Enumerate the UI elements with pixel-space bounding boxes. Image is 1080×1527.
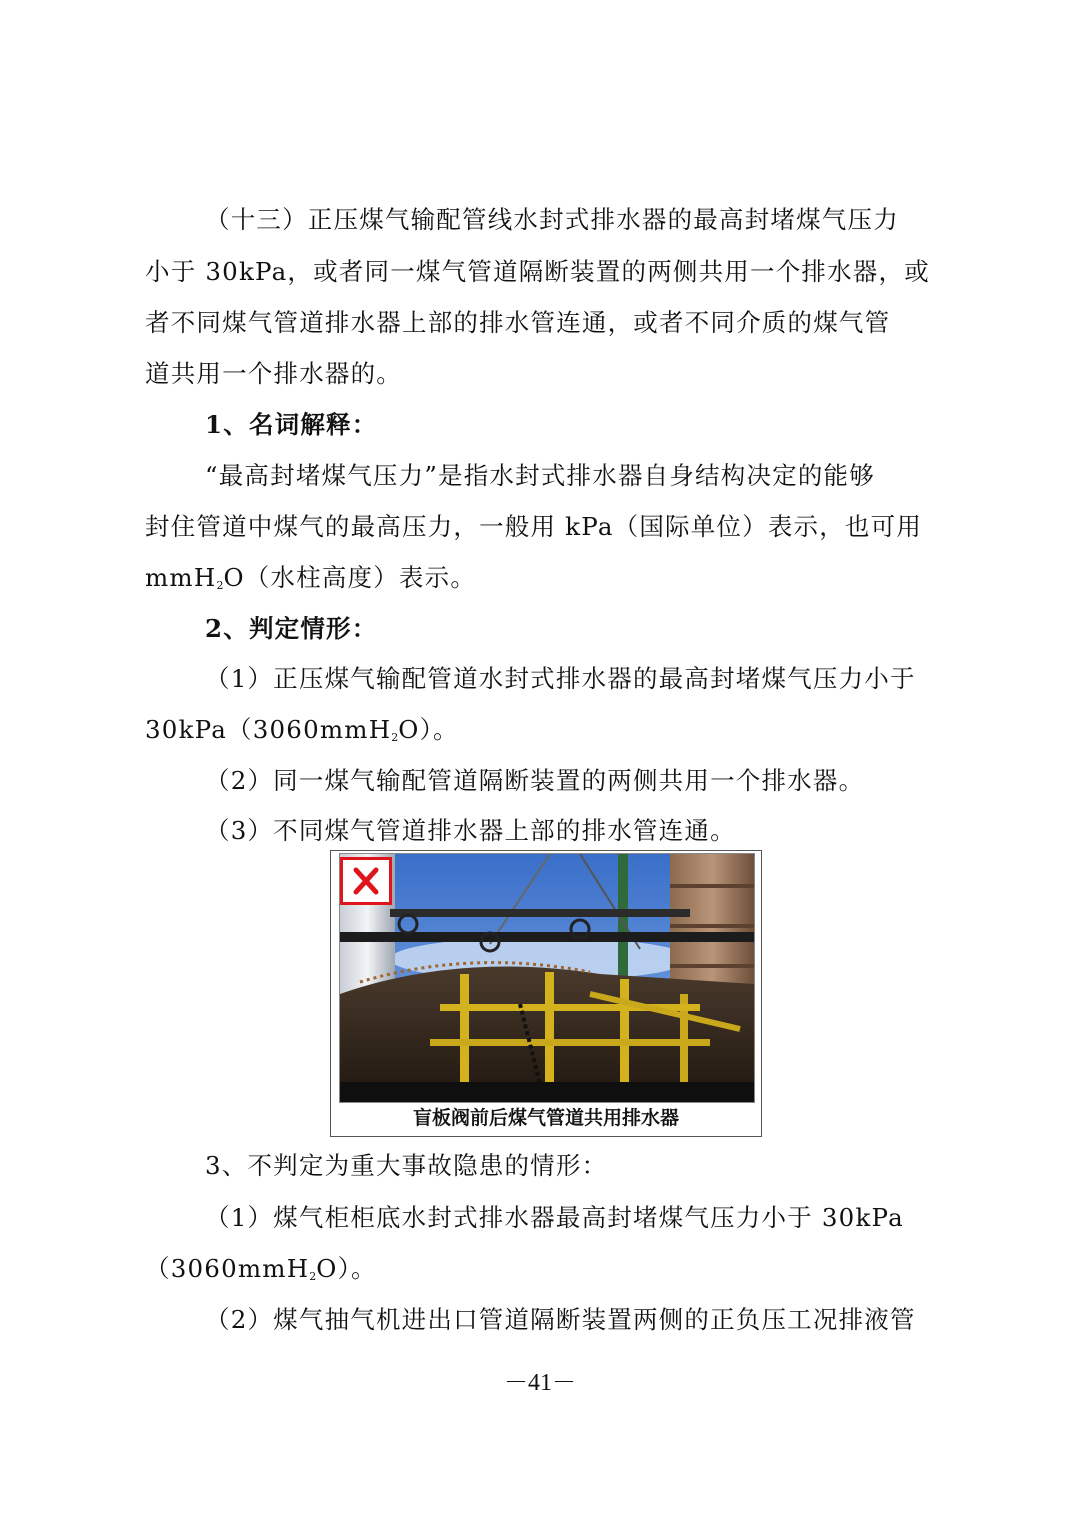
paragraph-13-line-1: （十三）正压煤气输配管线水封式排水器的最高封堵煤气压力 bbox=[205, 205, 899, 234]
section-3-item-1-line-2-pre: （3060mmH bbox=[145, 1254, 310, 1283]
section-1-line-1: “最高封堵煤气压力”是指水封式排水器自身结构决定的能够 bbox=[205, 461, 875, 490]
section-1-line-3-sub: 2 bbox=[216, 579, 224, 592]
section-1-line-3-post: O（水柱高度）表示。 bbox=[223, 563, 477, 592]
section-2-heading: 2、判定情形： bbox=[205, 614, 378, 643]
section-3-item-1-line-2 bbox=[145, 1253, 945, 1290]
page-number: －41－ bbox=[504, 1370, 576, 1396]
section-2-item-1-line-2-pre: 30kPa（3060mmH bbox=[145, 715, 392, 744]
figure-shared-drain bbox=[330, 850, 762, 1137]
section-1-line-3-pre: mmH bbox=[145, 563, 217, 592]
paragraph-13-line-4: 道共用一个排水器的。 bbox=[145, 359, 402, 388]
figure-caption: 盲板阀前后煤气管道共用排水器 bbox=[412, 1107, 679, 1129]
section-3-item-1-line-2-post: O）。 bbox=[316, 1254, 377, 1283]
section-2-item-1-line-2 bbox=[145, 714, 945, 751]
section-2-item-2: （2）同一煤气输配管道隔断装置的两侧共用一个排水器。 bbox=[205, 766, 865, 795]
section-2-item-1-line-1: （1）正压煤气输配管道水封式排水器的最高封堵煤气压力小于 bbox=[205, 664, 916, 693]
section-3-item-1-line-2-sub: 2 bbox=[309, 1270, 317, 1283]
section-2-item-1-line-2-sub: 2 bbox=[391, 731, 399, 744]
pipeline-photo-illustration bbox=[340, 854, 754, 1102]
section-2-item-1-line-2-post: O）。 bbox=[398, 715, 459, 744]
section-1-line-2: 封住管道中煤气的最高压力，一般用 kPa（国际单位）表示，也可用 bbox=[145, 512, 923, 541]
pipeline-photo bbox=[339, 853, 755, 1103]
paragraph-13-line-3: 者不同煤气管道排水器上部的排水管连通，或者不同介质的煤气管 bbox=[145, 308, 891, 337]
section-1-line-3 bbox=[145, 562, 945, 599]
section-3-item-2-line-1: （2）煤气抽气机进出口管道隔断装置两侧的正负压工况排液管 bbox=[205, 1305, 916, 1334]
paragraph-13-line-2: 小于 30kPa，或者同一煤气管道隔断装置的两侧共用一个排水器，或 bbox=[145, 257, 930, 286]
section-2-item-3: （3）不同煤气管道排水器上部的排水管连通。 bbox=[205, 816, 736, 845]
x-mark-icon bbox=[340, 857, 392, 905]
section-1-heading: 1、名词解释： bbox=[205, 410, 378, 439]
section-3-heading: 3、不判定为重大事故隐患的情形： bbox=[205, 1151, 608, 1180]
section-3-item-1-line-1: （1）煤气柜柜底水封式排水器最高封堵煤气压力小于 30kPa bbox=[205, 1203, 904, 1232]
